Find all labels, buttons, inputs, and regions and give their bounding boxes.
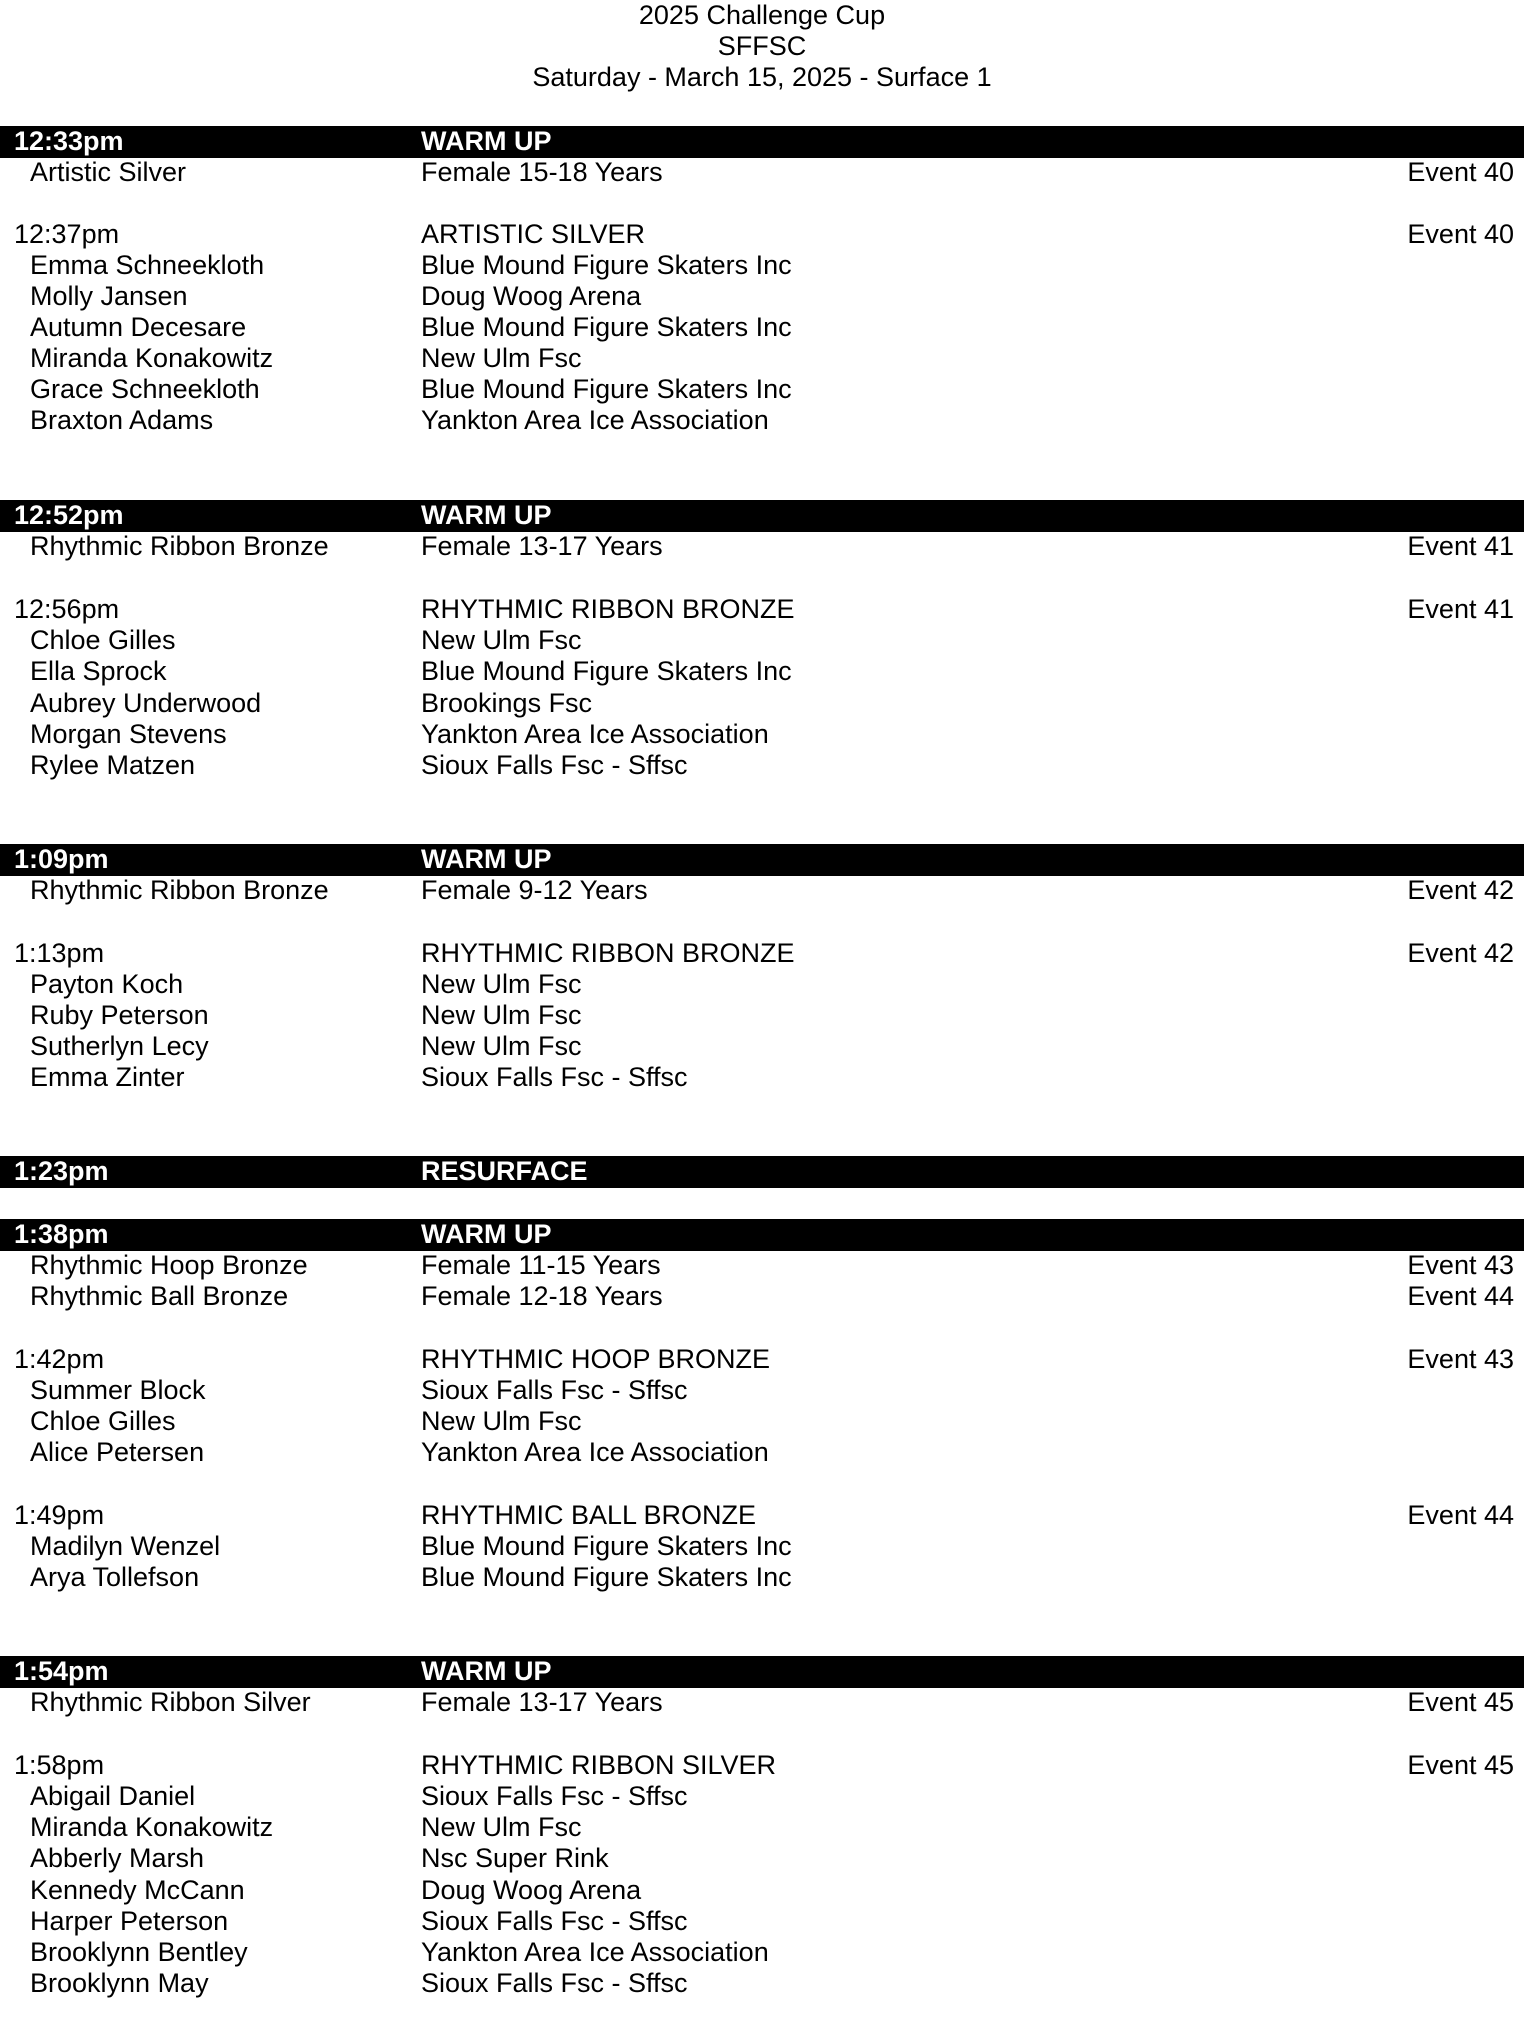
event-number: Event 41: [1407, 594, 1514, 624]
skater-row: [0, 656, 1524, 687]
warmup-group: Female 11-15 Years: [421, 1250, 661, 1280]
skater-row: [0, 312, 1524, 343]
event-header-row: [0, 1500, 1524, 1531]
skater-row: [0, 250, 1524, 281]
warmup-group: Female 13-17 Years: [421, 531, 663, 561]
skater-row: [0, 1562, 1524, 1593]
warmup-level: Rhythmic Ribbon Bronze: [30, 875, 329, 905]
event-header-row: [0, 938, 1524, 969]
event-start-time: 1:49pm: [14, 1500, 105, 1530]
skater-row: [0, 281, 1524, 312]
warmup-level: Rhythmic Hoop Bronze: [30, 1250, 308, 1280]
skater-club: Blue Mound Figure Skaters Inc: [421, 1562, 792, 1592]
skater-row: [0, 1000, 1524, 1031]
skater-club: Sioux Falls Fsc - Sffsc: [421, 1781, 688, 1811]
skater-name: Abigail Daniel: [30, 1781, 196, 1811]
skater-club: Sioux Falls Fsc - Sffsc: [421, 1906, 688, 1936]
skater-name: Grace Schneekloth: [30, 374, 260, 404]
skater-row: [0, 1062, 1524, 1093]
skater-club: Sioux Falls Fsc - Sffsc: [421, 1375, 688, 1405]
warmup-row: [0, 157, 1524, 188]
skater-club: Sioux Falls Fsc - Sffsc: [421, 750, 688, 780]
skater-name: Kennedy McCann: [30, 1875, 245, 1905]
skater-club: Nsc Super Rink: [421, 1843, 609, 1873]
event-header-row: [0, 219, 1524, 250]
skater-name: Harper Peterson: [30, 1906, 229, 1936]
event-start-time: 1:13pm: [14, 938, 105, 968]
skater-club: New Ulm Fsc: [421, 343, 582, 373]
warmup-event-number: Event 45: [1407, 1687, 1514, 1717]
skater-club: New Ulm Fsc: [421, 1406, 582, 1436]
skater-club: Blue Mound Figure Skaters Inc: [421, 1531, 792, 1561]
document-header: [0, 0, 1524, 93]
warmup-label: WARM UP: [421, 1656, 552, 1686]
skater-row: [0, 1375, 1524, 1406]
skater-club: New Ulm Fsc: [421, 1812, 582, 1842]
event-number: Event 42: [1407, 938, 1514, 968]
event-title: RHYTHMIC BALL BRONZE: [421, 1500, 757, 1530]
skater-row: [0, 1406, 1524, 1437]
skater-row: [0, 1781, 1524, 1812]
skater-club: Blue Mound Figure Skaters Inc: [421, 250, 792, 280]
event-start-time: 1:58pm: [14, 1750, 105, 1780]
skater-name: Miranda Konakowitz: [30, 343, 274, 373]
skater-name: Abberly Marsh: [30, 1843, 205, 1873]
skater-name: Arya Tollefson: [30, 1562, 200, 1592]
warmup-label: WARM UP: [421, 126, 552, 156]
skater-club: Sioux Falls Fsc - Sffsc: [421, 1968, 688, 1998]
event-start-time: 1:42pm: [14, 1344, 105, 1374]
skater-club: New Ulm Fsc: [421, 1000, 582, 1030]
skater-club: New Ulm Fsc: [421, 969, 582, 999]
warmup-bar: [0, 126, 1524, 158]
skater-row: [0, 688, 1524, 719]
skater-name: Miranda Konakowitz: [30, 1812, 274, 1842]
skater-row: [0, 1906, 1524, 1937]
warmup-event-number: Event 40: [1407, 157, 1514, 187]
event-title: RHYTHMIC RIBBON BRONZE: [421, 938, 795, 968]
host-club: SFFSC: [717, 31, 807, 61]
skater-name: Payton Koch: [30, 969, 184, 999]
skater-club: Yankton Area Ice Association: [421, 1437, 769, 1467]
resurface-bar: [0, 1156, 1524, 1188]
warmup-row: [0, 531, 1524, 562]
warmup-level: Rhythmic Ball Bronze: [30, 1281, 289, 1311]
skater-name: Chloe Gilles: [30, 625, 176, 655]
skater-club: Brookings Fsc: [421, 688, 593, 718]
skater-row: [0, 1812, 1524, 1843]
skater-name: Emma Zinter: [30, 1062, 185, 1092]
warmup-event-number: Event 42: [1407, 875, 1514, 905]
warmup-row: [0, 1250, 1524, 1281]
warmup-event-number: Event 44: [1407, 1281, 1514, 1311]
skater-row: [0, 343, 1524, 374]
skater-name: Alice Petersen: [30, 1437, 205, 1467]
skater-row: [0, 1031, 1524, 1062]
warmup-row: [0, 875, 1524, 906]
warmup-level: Artistic Silver: [30, 157, 187, 187]
skater-name: Aubrey Underwood: [30, 688, 262, 718]
skater-name: Ruby Peterson: [30, 1000, 209, 1030]
warmup-time: 1:09pm: [14, 844, 109, 874]
warmup-label: WARM UP: [421, 1219, 552, 1249]
event-header-row: [0, 1750, 1524, 1781]
warmup-event-number: Event 43: [1407, 1250, 1514, 1280]
skater-row: [0, 1843, 1524, 1874]
skater-row: [0, 1937, 1524, 1968]
warmup-bar: [0, 844, 1524, 876]
warmup-time: 1:54pm: [14, 1656, 109, 1686]
warmup-row: [0, 1281, 1524, 1312]
warmup-label: WARM UP: [421, 844, 552, 874]
skater-name: Braxton Adams: [30, 405, 214, 435]
skater-club: Doug Woog Arena: [421, 1875, 642, 1905]
skater-row: [0, 374, 1524, 405]
warmup-row: [0, 1687, 1524, 1718]
skater-name: Autumn Decesare: [30, 312, 247, 342]
resurface-time: 1:23pm: [14, 1156, 109, 1186]
warmup-group: Female 9-12 Years: [421, 875, 648, 905]
event-number: Event 43: [1407, 1344, 1514, 1374]
warmup-bar: [0, 1219, 1524, 1251]
skater-club: Doug Woog Arena: [421, 281, 642, 311]
warmup-event-number: Event 41: [1407, 531, 1514, 561]
skater-club: Blue Mound Figure Skaters Inc: [421, 312, 792, 342]
event-title: RHYTHMIC RIBBON SILVER: [421, 1750, 777, 1780]
skater-row: [0, 405, 1524, 436]
skater-row: [0, 1875, 1524, 1906]
warmup-level: Rhythmic Ribbon Silver: [30, 1687, 311, 1717]
skater-club: New Ulm Fsc: [421, 1031, 582, 1061]
date-surface-line: Saturday - March 15, 2025 - Surface 1: [532, 62, 992, 92]
event-title: RHYTHMIC RIBBON BRONZE: [421, 594, 795, 624]
skater-row: [0, 1437, 1524, 1468]
event-header-row: [0, 1344, 1524, 1375]
event-number: Event 45: [1407, 1750, 1514, 1780]
skater-club: Yankton Area Ice Association: [421, 1937, 769, 1967]
skater-club: Sioux Falls Fsc - Sffsc: [421, 1062, 688, 1092]
event-title: RHYTHMIC HOOP BRONZE: [421, 1344, 771, 1374]
skater-row: [0, 625, 1524, 656]
skater-name: Brooklynn May: [30, 1968, 209, 1998]
skater-club: New Ulm Fsc: [421, 625, 582, 655]
event-title: ARTISTIC SILVER: [421, 219, 646, 249]
skater-club: Blue Mound Figure Skaters Inc: [421, 656, 792, 686]
warmup-time: 12:52pm: [14, 500, 124, 530]
warmup-bar: [0, 1656, 1524, 1688]
skater-name: Brooklynn Bentley: [30, 1937, 248, 1967]
skater-row: [0, 1968, 1524, 1999]
event-number: Event 40: [1407, 219, 1514, 249]
skater-name: Morgan Stevens: [30, 719, 227, 749]
competition-title: 2025 Challenge Cup: [638, 0, 886, 30]
warmup-group: Female 13-17 Years: [421, 1687, 663, 1717]
skater-row: [0, 969, 1524, 1000]
warmup-level: Rhythmic Ribbon Bronze: [30, 531, 329, 561]
warmup-time: 1:38pm: [14, 1219, 109, 1249]
warmup-label: WARM UP: [421, 500, 552, 530]
skater-club: Yankton Area Ice Association: [421, 719, 769, 749]
warmup-time: 12:33pm: [14, 126, 124, 156]
skater-row: [0, 719, 1524, 750]
warmup-bar: [0, 500, 1524, 532]
warmup-group: Female 12-18 Years: [421, 1281, 663, 1311]
skater-name: Rylee Matzen: [30, 750, 196, 780]
skater-club: Yankton Area Ice Association: [421, 405, 769, 435]
warmup-group: Female 15-18 Years: [421, 157, 663, 187]
skater-club: Blue Mound Figure Skaters Inc: [421, 374, 792, 404]
skater-row: [0, 1531, 1524, 1562]
skater-name: Summer Block: [30, 1375, 206, 1405]
event-header-row: [0, 594, 1524, 625]
skater-name: Chloe Gilles: [30, 1406, 176, 1436]
skater-name: Ella Sprock: [30, 656, 167, 686]
skater-name: Emma Schneekloth: [30, 250, 265, 280]
skater-row: [0, 750, 1524, 781]
event-start-time: 12:37pm: [14, 219, 120, 249]
resurface-label: RESURFACE: [421, 1156, 588, 1186]
event-number: Event 44: [1407, 1500, 1514, 1530]
skater-name: Sutherlyn Lecy: [30, 1031, 209, 1061]
skater-name: Molly Jansen: [30, 281, 188, 311]
event-start-time: 12:56pm: [14, 594, 120, 624]
skater-name: Madilyn Wenzel: [30, 1531, 221, 1561]
